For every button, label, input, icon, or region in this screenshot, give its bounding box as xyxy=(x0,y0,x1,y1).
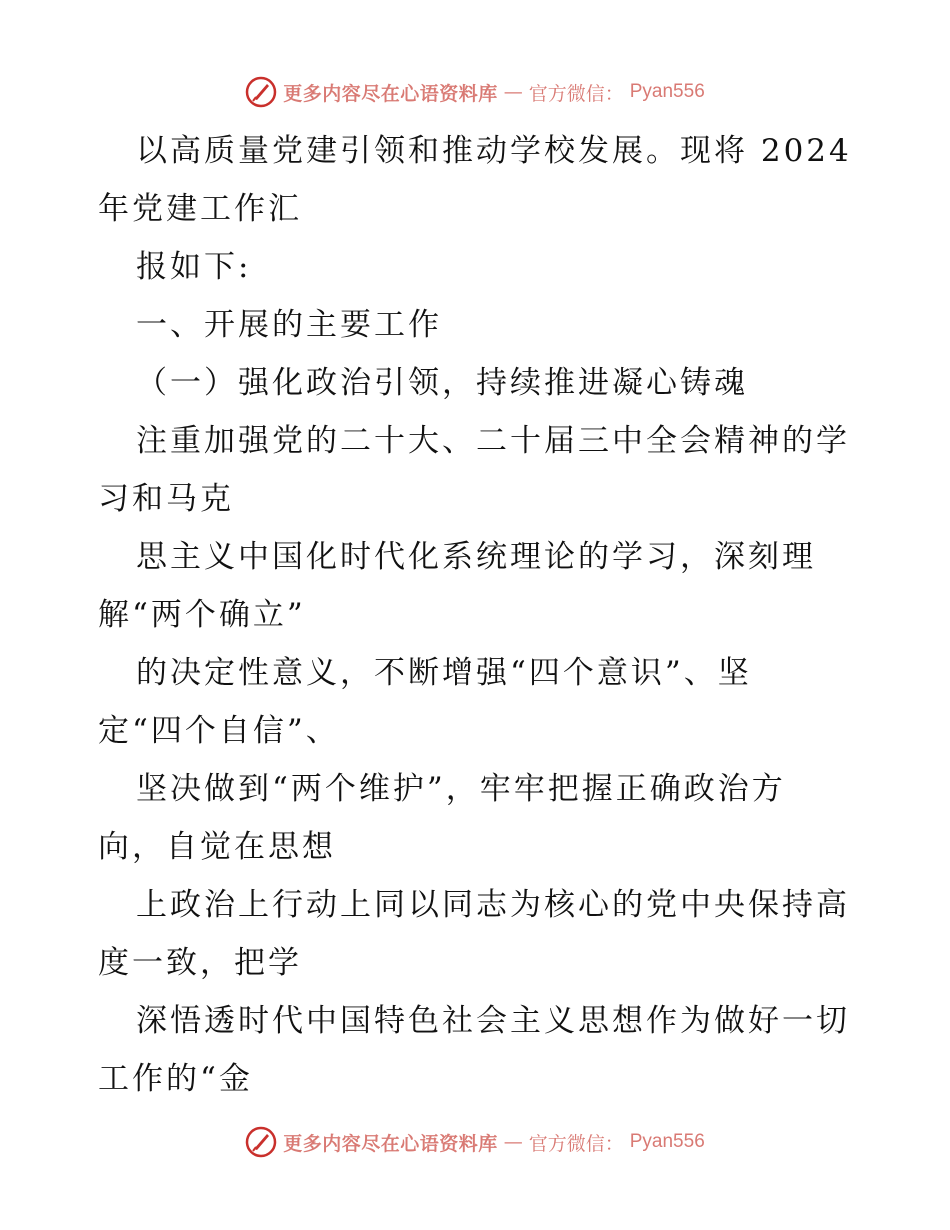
feather-pen-logo-icon xyxy=(245,76,277,108)
wechat-id: Pyan556 xyxy=(629,1131,705,1152)
body-line: 习和马克 xyxy=(98,481,234,517)
header-banner xyxy=(0,72,950,112)
body-line: 思主义中国化时代化系统理论的学习，深刻理 xyxy=(136,539,816,575)
footer-banner xyxy=(0,1122,950,1162)
body-line: 报如下: xyxy=(136,249,252,285)
wechat-label: 官方微信： xyxy=(528,1132,624,1155)
section-heading: 一、开展的主要工作 xyxy=(136,307,442,343)
body-line: 度一致，把学 xyxy=(98,945,302,981)
body-line: 深悟透时代中国特色社会主义思想作为做好一切 xyxy=(136,1003,850,1039)
body-line: 工作的“金 xyxy=(98,1061,253,1097)
body-line: 年党建工作汇 xyxy=(98,191,302,227)
site-name-text: 更多内容尽在心语资料库 xyxy=(283,1132,498,1155)
body-line: 定“四个自信”、 xyxy=(98,713,340,749)
feather-pen-logo-icon xyxy=(245,1126,277,1158)
body-line: 解“两个确立” xyxy=(98,597,306,633)
body-line: 坚决做到“两个维护”，牢牢把握正确政治方 xyxy=(136,771,786,807)
subsection-heading: （一）强化政治引领，持续推进凝心铸魂 xyxy=(136,365,748,401)
body-line: 以高质量党建引领和推动学校发展。现将 2024 xyxy=(136,133,852,169)
wechat-label: 官方微信： xyxy=(528,82,624,105)
banner-separator: — xyxy=(503,81,523,103)
body-line: 上政治上行动上同以同志为核心的党中央保持高 xyxy=(136,887,850,923)
body-line: 向，自觉在思想 xyxy=(98,829,336,865)
body-line: 注重加强党的二十大、二十届三中全会精神的学 xyxy=(136,423,850,459)
wechat-id: Pyan556 xyxy=(629,81,705,102)
site-name-text: 更多内容尽在心语资料库 xyxy=(283,82,498,105)
body-line: 的决定性意义，不断增强“四个意识”、坚 xyxy=(136,655,752,691)
document-body xyxy=(98,122,858,1108)
banner-separator: — xyxy=(503,1131,523,1153)
